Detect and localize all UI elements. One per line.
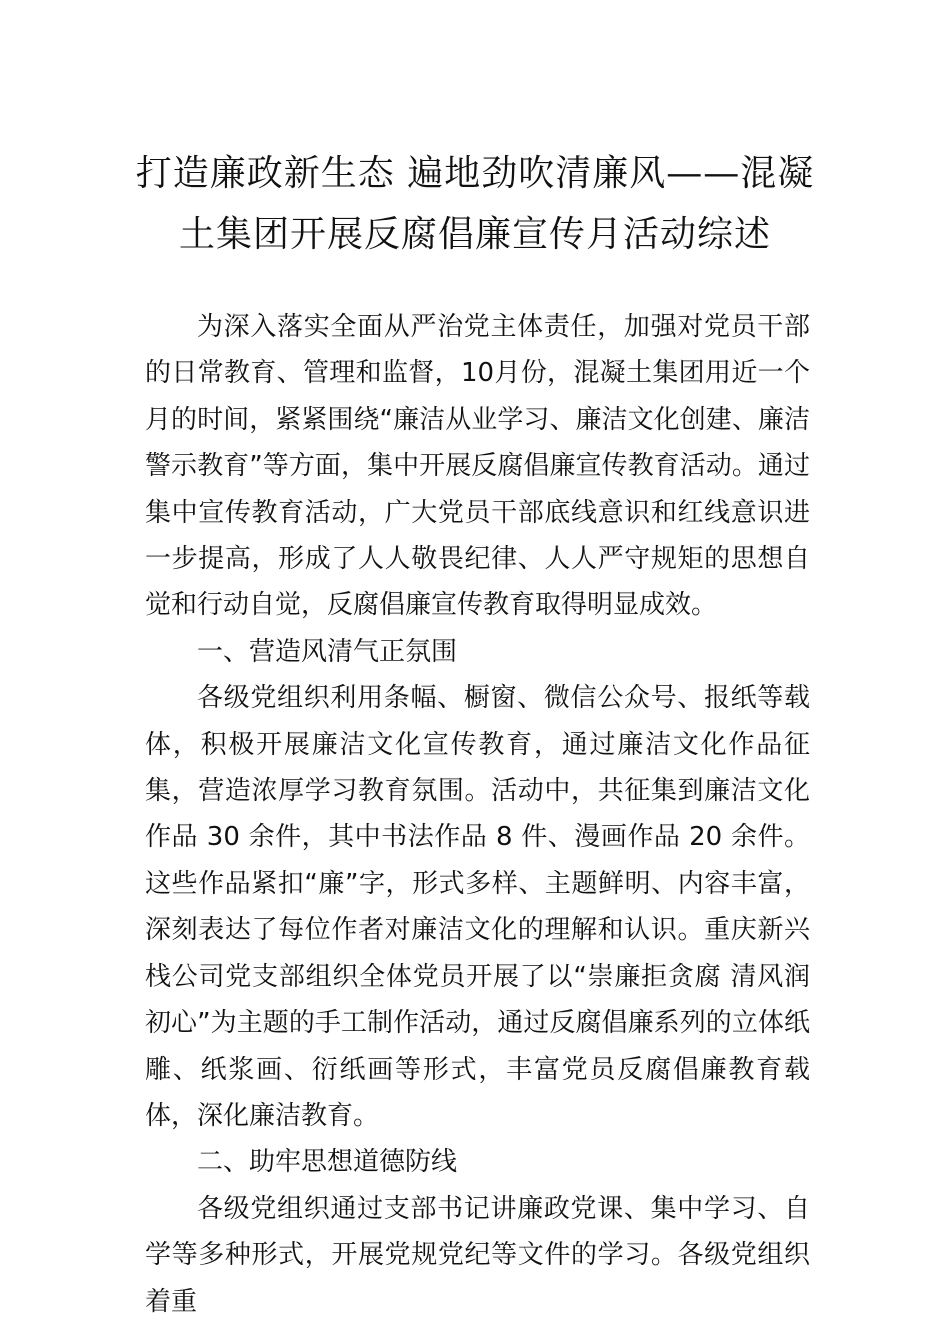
- section-heading-2: 二、助牢思想道德防线: [197, 1147, 458, 1178]
- document-title-line-1: 打造廉政新生态 遍地劲吹清廉风——混凝: [135, 153, 815, 194]
- document-body: [145, 304, 810, 1325]
- document-title-line-2: 土集团开展反腐倡廉宣传月活动综述: [178, 214, 771, 255]
- intro-paragraph: 为深入落实全面从严治党主体责任，加强对党员干部的日常教育、管理和监督，10月份，混凝土集团用近一个月的时间，紧紧围绕“廉洁从业学习、廉洁文化创建、廉洁警示教育”等方面，集中开展反腐倡廉宣传教育活动。通过集中宣传教育活动，广大党员干部底线意识和红线意识进一步提高，形成了人人敬畏纪律、人人严守规矩的思想自觉和行动自觉，反腐倡廉宣传教育取得明显成效。: [145, 312, 810, 621]
- section-2-paragraph: 各级党组织通过支部书记讲廉政党课、集中学习、自学等多种形式，开展党规党纪等文件的学习。各级党组织着重: [145, 1193, 810, 1317]
- section-heading-1: 一、营造风清气正氛围: [197, 636, 458, 667]
- section-1-paragraph: 各级党组织利用条幅、橱窗、微信公众号、报纸等载体，积极开展廉洁文化宣传教育，通过廉洁文化作品征集，营造浓厚学习教育氛围。活动中，共征集到廉洁文化作品 30 余件，其中书法作品 8 件、漫画作品 20 余件。这些作品紧扣“廉”字，形式多样、主题鲜明、内容丰富，深刻表达了每位作者对廉洁文化的理解和认识。重庆新兴栈公司党支部组织全体党员开展了以“崇廉拒贪腐 清风润初心”为主题的手工制作活动，通过反腐倡廉系列的立体纸雕、纸浆画、衍纸画等形式，丰富党员反腐倡廉教育载体，深化廉洁教育。: [145, 683, 810, 1131]
